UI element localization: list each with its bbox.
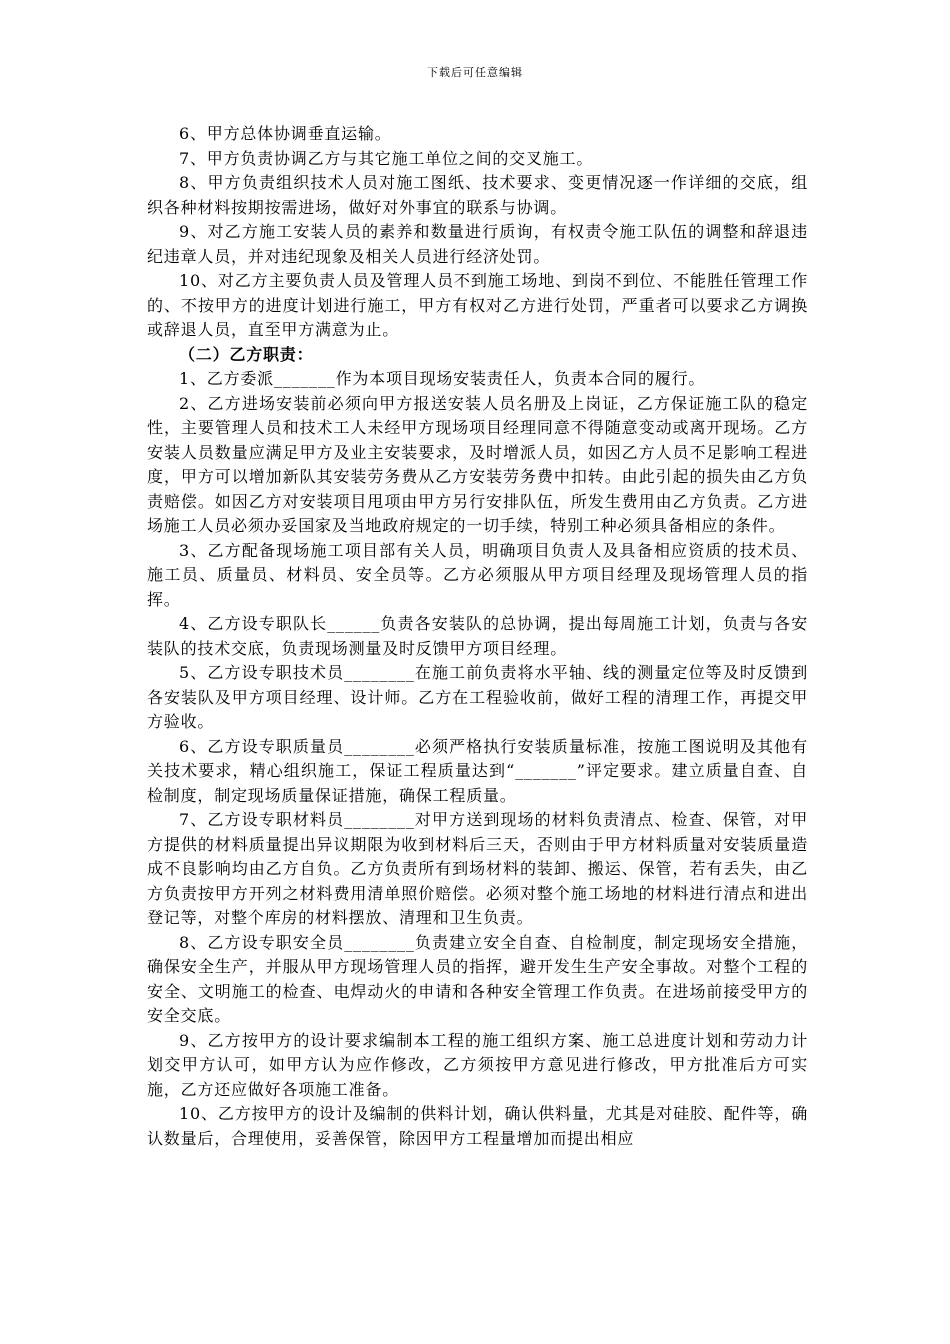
paragraph-party-b-8: 8、乙方设专职安全员________负责建立安全自查、自检制度，制定现场安全措施，确保安全生产，并服从甲方现场管理人员的指挥，避开发生生产安全事故。对整个工程的安全、文明施工的检查、电焊动火的申请和各种安全管理工作负责。在进场前接受甲方的安全交底。 (147, 932, 808, 1025)
paragraph-party-b-9: 9、乙方按甲方的设计要求编制本工程的施工组织方案、施工总进度计划和劳动力计划交甲方认可，如甲方认为应作修改，乙方须按甲方意见进行修改，甲方批准后方可实施，乙方还应做好各项施工准备。 (147, 1030, 808, 1099)
paragraph-party-b-10: 10、乙方按甲方的设计及编制的供料计划，确认供料量，尤其是对硅胶、配件等，确认数量后，合理使用，妥善保管，除因甲方工程量增加而提出相应 (147, 1104, 808, 1148)
paragraph-party-a-9: 9、对乙方施工安装人员的素养和数量进行质询，有权责令施工队伍的调整和辞退违纪违章人员，并对违纪现象及相关人员进行经济处罚。 (147, 222, 808, 266)
paragraph-party-b-6: 6、乙方设专职质量员________必须严格执行安装质量标准，按施工图说明及其他有关技术要求，精心组织施工，保证工程质量达到“_______”评定要求。建立质量自查、自检制度，制定现场质量保证措施，确保工程质量。 (147, 736, 808, 805)
paragraph-party-b-1: 1、乙方委派_______作为本项目现场安装责任人，负责本合同的履行。 (179, 369, 706, 388)
paragraph-party-b-3: 3、乙方配备现场施工项目部有关人员，明确项目负责人及具备相应资质的技术员、施工员、质量员、材料员、安全员等。乙方必须服从甲方项目经理及现场管理人员的指挥。 (147, 540, 808, 609)
paragraph-party-b-2: 2、乙方进场安装前必须向甲方报送安装人员名册及上岗证，乙方保证施工队的稳定性，主要管理人员和技术工人未经甲方现场项目经理同意不得随意变动或离开现场。乙方安装人员数量应满足甲方及业主安装要求，及时增派人员，如因乙方人员不足影响工程进度，甲方可以增加新队其安装劳务费从乙方安装劳务费中扣转。由此引起的损失由乙方负责赔偿。如因乙方对安装项目甩项由甲方另行安排队伍，所发生费用由乙方负责。乙方进场施工人员必须办妥国家及当地政府规定的一切手续，特别工种必须具备相应的条件。 (147, 393, 808, 535)
document-body (147, 122, 808, 1151)
paragraph-party-a-6: 6、甲方总体协调垂直运输。 (179, 124, 392, 143)
paragraph-party-b-4: 4、乙方设专职队长______负责各安装队的总协调，提出每周施工计划，负责与各安装队的技术交底，负责现场测量及时反馈甲方项目经理。 (147, 614, 808, 658)
paragraph-party-a-7: 7、甲方负责协调乙方与其它施工单位之间的交叉施工。 (179, 148, 594, 168)
page-header: 下载后可任意编辑 (427, 66, 523, 79)
paragraph-party-b-5: 5、乙方设专职技术员________在施工前负责将水平轴、线的测量定位等及时反馈到各安装队及甲方项目经理、设计师。乙方在工程验收前，做好工程的清理工作，再提交甲方验收。 (147, 663, 808, 731)
paragraph-party-a-8: 8、甲方负责组织技术人员对施工图纸、技术要求、变更情况逐一作详细的交底，组织各种材料按期按需进场，做好对外事宜的联系与协调。 (147, 173, 808, 217)
paragraph-party-b-7: 7、乙方设专职材料员________对甲方送到现场的材料负责清点、检查、保管，对甲方提供的材料质量提出异议期限为收到材料后三天，否则由于甲方材料质量对安装质量造成不良影响均由乙方自负。乙方负责所有到场材料的装卸、搬运、保管，若有丢失，由乙方负责按甲方开列之材料费用清单照价赔偿。必须对整个施工场地的材料进行清点和进出登记等，对整个库房的材料摆放、清理和卫生负责。 (147, 810, 808, 927)
section-heading-party-b: （二）乙方职责： (179, 344, 314, 364)
paragraph-party-a-10: 10、对乙方主要负责人员及管理人员不到施工场地、到岗不到位、不能胜任管理工作的、不按甲方的进度计划进行施工，甲方有权对乙方进行处罚，严重者可以要求乙方调换或辞退人员，直至甲方满意为止。 (147, 271, 808, 339)
